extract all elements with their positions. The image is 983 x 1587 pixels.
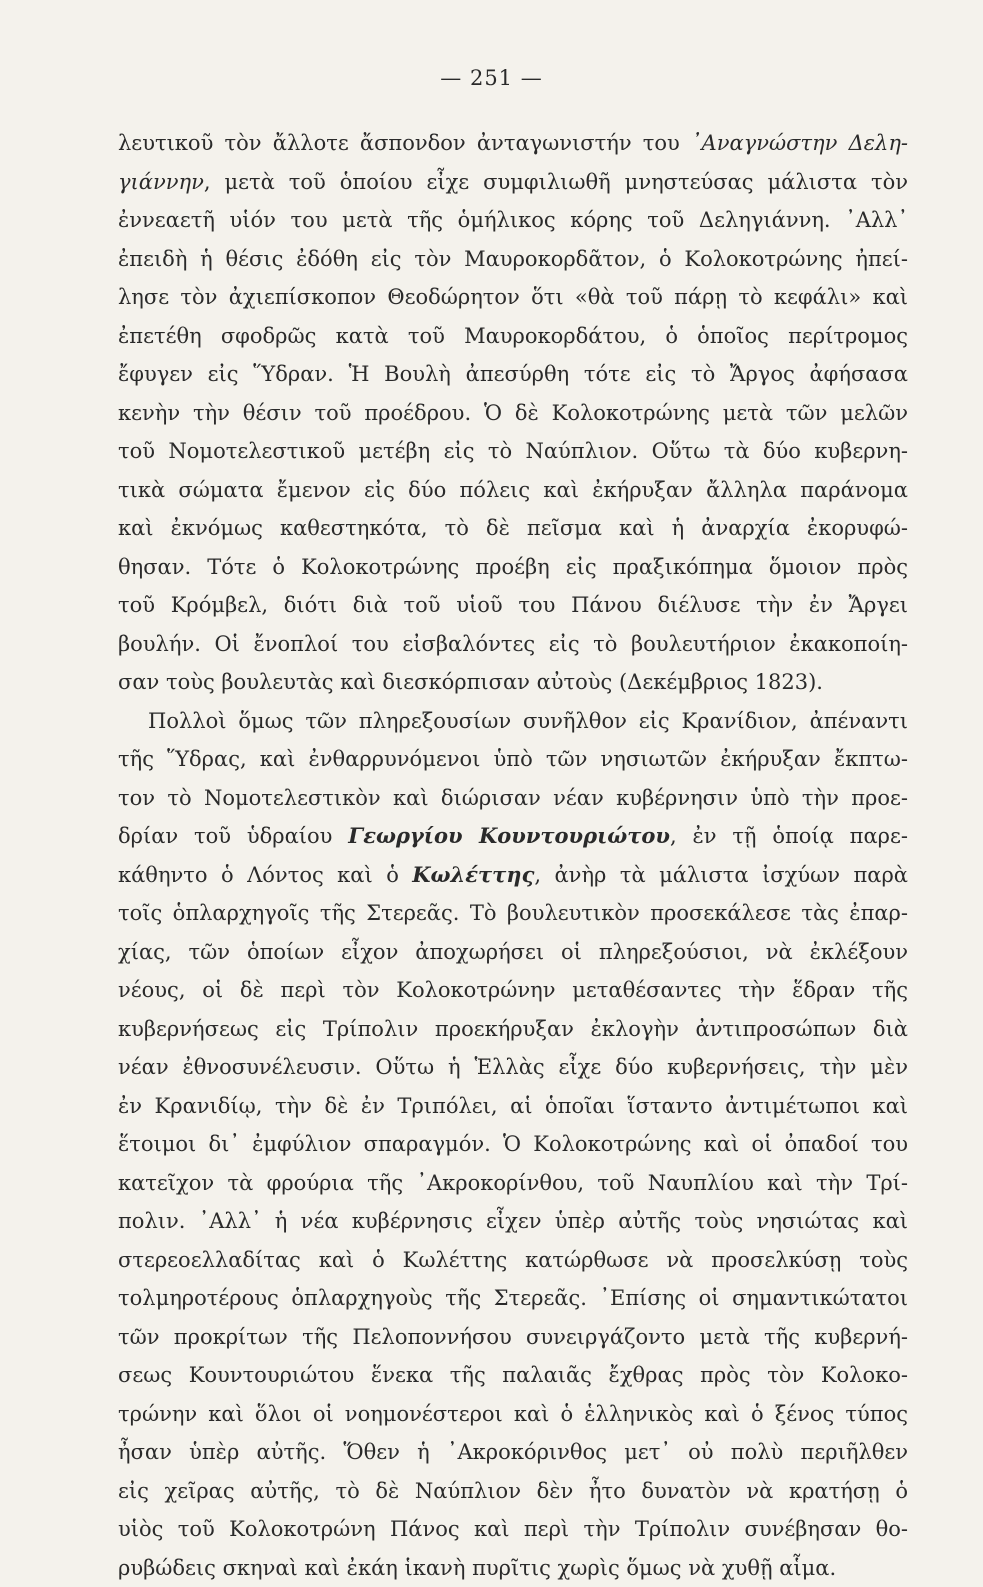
text-line	[118, 625, 908, 664]
text-segment: ἐπετέθη σφοδρῶς κατὰ τοῦ Μαυροκορδάτου, ὁ ὁποῖος περίτρομος	[118, 324, 908, 348]
text-segment: θησαν. Τότε ὁ Κολοκοτρώνης προέβη εἰς πραξικόπημα ὅμοιον πρὸς	[118, 555, 908, 579]
text-line	[118, 1010, 908, 1049]
text-line	[118, 817, 908, 856]
text-segment: καὶ ἐκνόμως καθεστηκότα, τὸ δὲ πεῖσμα καὶ ἡ ἀναρχία ἐκορυφώ-	[118, 516, 908, 540]
text-line	[118, 779, 908, 818]
text-line	[118, 1395, 908, 1434]
page-number: — 251 —	[0, 66, 983, 90]
text-segment: ἐπειδὴ ἡ θέσις ἐδόθη εἰς τὸν Μαυροκορδᾶτον, ὁ Κολοκοτρώνης ἠπεί-	[118, 247, 908, 271]
text-segment: σαν τοὺς βουλευτὰς καὶ διεσκόρπισαν αὐτοὺς (Δεκέμβριος 1823).	[118, 670, 823, 694]
text-segment: τον τὸ Νομοτελεστικὸν καὶ διώρισαν νέαν κυβέρνησιν ὑπὸ τὴν προε-	[118, 786, 908, 810]
text-segment: ἕτοιμοι δι᾽ ἐμφύλιον σπαραγμόν. Ὁ Κολοκοτρώνης καὶ οἱ ὀπαδοί του	[118, 1132, 908, 1156]
text-segment: τοῦ Νομοτελεστικοῦ μετέβη εἰς τὸ Ναύπλιον. Οὕτω τὰ δύο κυβερνη-	[118, 439, 908, 463]
text-line	[118, 1356, 908, 1395]
text-line	[118, 124, 908, 163]
text-line	[118, 201, 908, 240]
text-segment: βουλήν. Οἱ ἔνοπλοί του εἰσβαλόντες εἰς τὸ βουλευτήριον ἐκακοποίη-	[118, 632, 908, 656]
text-segment: κατεῖχον τὰ φρούρια τῆς ᾽Ακροκορίνθου, τοῦ Ναυπλίου καὶ τὴν Τρί-	[118, 1171, 908, 1195]
text-segment: Πολλοὶ ὅμως τῶν πληρεξουσίων συνῆλθον εἰς Κρανίδιον, ἀπέναντι	[148, 709, 908, 733]
text-segment: λησε τὸν ἀχιεπίσκοπον Θεοδώρητον ὅτι «θὰ τοῦ πάρῃ τὸ κεφάλι» καὶ	[118, 285, 908, 309]
text-line	[118, 1202, 908, 1241]
text-line	[118, 971, 908, 1010]
text-segment: ἐννεαετῆ υἱόν του μετὰ τῆς ὁμήλικος κόρης τοῦ Δεληγιάννη. ᾽Αλλ᾽	[118, 208, 908, 232]
italic-text: γιάννην	[118, 170, 204, 194]
text-line	[118, 509, 908, 548]
text-segment: πολιν. ᾽Αλλ᾽ ἡ νέα κυβέρνησις εἶχεν ὑπὲρ αὐτῆς τοὺς νησιώτας καὶ	[118, 1209, 908, 1233]
text-segment: τρώνην καὶ ὅλοι οἱ νοημονέστεροι καὶ ὁ ἑλληνικὸς καὶ ὁ ξένος τύπος	[118, 1402, 908, 1426]
text-segment: εἰς χεῖρας αὐτῆς, τὸ δὲ Ναύπλιον δὲν ἦτο δυνατὸν νὰ κρατήσῃ ὁ	[118, 1479, 908, 1503]
text-line	[118, 702, 908, 741]
text-segment: ἦσαν ὑπὲρ αὐτῆς. Ὅθεν ἡ ᾽Ακροκόρινθος μετ᾽ οὐ πολὺ περιῆλθεν	[118, 1440, 908, 1464]
text-segment: υἱὸς τοῦ Κολοκοτρώνη Πάνος καὶ περὶ τὴν Τρίπολιν συνέβησαν θο-	[118, 1517, 908, 1541]
text-segment: κυβερνήσεως εἰς Τρίπολιν προεκήρυξαν ἐκλογὴν ἀντιπροσώπων διὰ	[118, 1017, 908, 1041]
text-line	[118, 1241, 908, 1280]
text-segment: τοῖς ὁπλαρχηγοῖς τῆς Στερεᾶς. Τὸ βουλευτικὸν προσεκάλεσε τὰς ἐπαρ-	[118, 901, 908, 925]
text-line	[118, 740, 908, 779]
text-line	[118, 548, 908, 587]
text-line	[118, 933, 908, 972]
text-segment: , ἐν τῇ ὁποίᾳ παρε-	[670, 824, 908, 848]
text-line	[118, 1472, 908, 1511]
text-line	[118, 471, 908, 510]
text-segment: δρίαν τοῦ ὑδραίου	[118, 824, 348, 848]
text-segment: σεως Κουντουριώτου ἕνεκα τῆς παλαιᾶς ἔχθρας πρὸς τὸν Κολοκο-	[118, 1363, 908, 1387]
text-line	[118, 1510, 908, 1549]
text-segment: χίας, τῶν ὁποίων εἶχον ἀποχωρήσει οἱ πληρεξούσιοι, νὰ ἐκλέξουν	[118, 940, 908, 964]
text-line	[118, 1125, 908, 1164]
text-line	[118, 1164, 908, 1203]
text-line	[118, 894, 908, 933]
text-segment: τοῦ Κρόμβελ, διότι διὰ τοῦ υἱοῦ του Πάνου διέλυσε τὴν ἐν Ἄργει	[118, 593, 908, 617]
text-segment: νέαν ἐθνοσυνέλευσιν. Οὕτω ἡ Ἑλλὰς εἶχε δύο κυβερνήσεις, τὴν μὲν	[118, 1055, 908, 1079]
text-line	[118, 1279, 908, 1318]
text-line	[118, 278, 908, 317]
text-line	[118, 1433, 908, 1472]
text-segment: τολμηροτέρους ὁπλαρχηγοὺς τῆς Στερεᾶς. ᾽Επίσης οἱ σημαντικώτατοι	[118, 1286, 908, 1310]
text-line	[118, 1318, 908, 1357]
text-line	[118, 663, 908, 702]
italic-text: ᾽Αναγνώστην Δελη-	[691, 131, 908, 155]
text-line	[118, 355, 908, 394]
text-segment: ρυβώδεις σκηναὶ καὶ ἐκάη ἱκανὴ πυρῖτις χωρὶς ὅμως νὰ χυθῇ αἷμα.	[118, 1556, 836, 1580]
text-line	[118, 163, 908, 202]
text-line	[118, 586, 908, 625]
text-segment: τῶν προκρίτων τῆς Πελοποννήσου συνειργάζοντο μετὰ τῆς κυβερνή-	[118, 1325, 908, 1349]
text-line	[118, 856, 908, 895]
text-line	[118, 394, 908, 433]
text-segment: ἔφυγεν εἰς Ὕδραν. Ἡ Βουλὴ ἀπεσύρθη τότε εἰς τὸ Ἄργος ἀφήσασα	[118, 362, 908, 386]
text-line	[118, 1087, 908, 1126]
text-line	[118, 1549, 908, 1587]
text-segment: στερεοελλαδίτας καὶ ὁ Κωλέττης κατώρθωσε νὰ προσελκύσῃ τοὺς	[118, 1248, 908, 1272]
text-line	[118, 432, 908, 471]
text-segment: κάθηντο ὁ Λόντος καὶ ὁ	[118, 863, 412, 887]
text-line	[118, 240, 908, 279]
text-segment: , μετὰ τοῦ ὁποίου εἶχε συμφιλιωθῆ μνηστεύσας μάλιστα τὸν	[204, 170, 908, 194]
body-text	[118, 124, 908, 1587]
text-line	[118, 317, 908, 356]
text-line	[118, 1048, 908, 1087]
text-segment: ἐν Κρανιδίῳ, τὴν δὲ ἐν Τριπόλει, αἱ ὁποῖαι ἵσταντο ἀντιμέτωποι καὶ	[118, 1094, 908, 1118]
text-segment: νέους, οἱ δὲ περὶ τὸν Κολοκοτρώνην μεταθέσαντες τὴν ἕδραν τῆς	[118, 978, 908, 1002]
text-segment: λευτικοῦ τὸν ἄλλοτε ἄσπονδον ἀνταγωνιστήν του	[118, 131, 691, 155]
text-segment: , ἀνὴρ τὰ μάλιστα ἰσχύων παρὰ	[534, 863, 908, 887]
emphasized-name: Κωλέττης	[412, 862, 534, 887]
text-segment: τικὰ σώματα ἔμενον εἰς δύο πόλεις καὶ ἐκήρυξαν ἄλληλα παράνομα	[118, 478, 908, 502]
text-segment: τῆς Ὕδρας, καὶ ἐνθαρρυνόμενοι ὑπὸ τῶν νησιωτῶν ἐκήρυξαν ἔκπτω-	[118, 747, 908, 771]
emphasized-name: Γεωργίου Κουντουριώτου	[348, 823, 670, 848]
text-segment: κενὴν τὴν θέσιν τοῦ προέδρου. Ὁ δὲ Κολοκοτρώνης μετὰ τῶν μελῶν	[118, 401, 908, 425]
